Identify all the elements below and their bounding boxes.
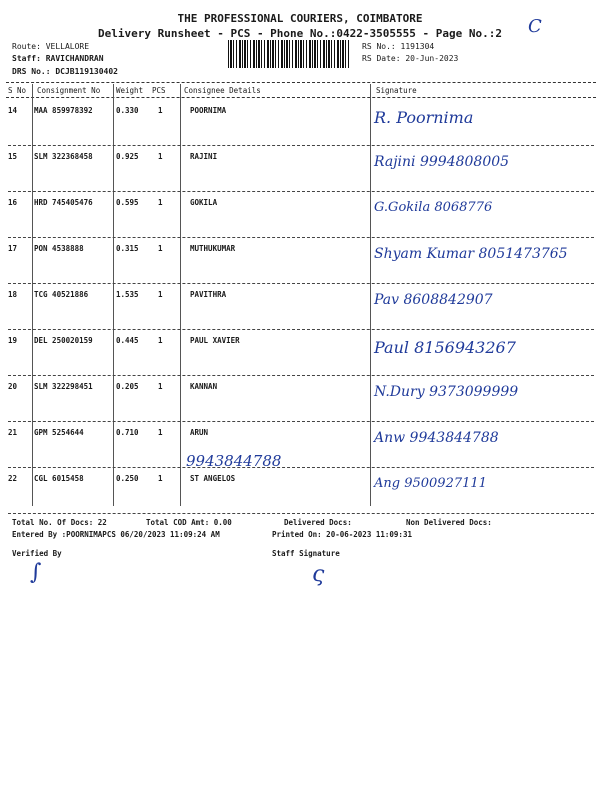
document-subtitle: Delivery Runsheet - PCS - Phone No.:0422-3505555 - Page No.:2 — [98, 27, 502, 40]
rs-date: RS Date: 20-Jun-2023 — [362, 54, 459, 63]
row-signature: G.Gokila 8068776 — [374, 200, 493, 215]
row-weight: 1.535 — [116, 290, 139, 299]
row-signature: Pav 8608842907 — [374, 292, 493, 308]
row-sno: 20 — [8, 382, 18, 391]
staff-signature-icon: ς — [312, 562, 325, 587]
row-sno: 22 — [8, 474, 18, 483]
row-consignment-no: HRD 745405476 — [34, 198, 93, 207]
row-sno: 21 — [8, 428, 18, 437]
col-head-weight: Weight — [116, 86, 144, 95]
row-pcs: 1 — [158, 290, 163, 299]
row-consignee: KANNAN — [190, 382, 218, 391]
row-pcs: 1 — [158, 244, 163, 253]
row-signature: N.Dury 9373099999 — [374, 384, 519, 400]
row-consignee: POORNIMA — [190, 106, 227, 115]
row-consignment-no: PON 4538888 — [34, 244, 84, 253]
rs-number: RS No.: 1191304 — [362, 42, 435, 51]
row-consignment-no: DEL 250020159 — [34, 336, 93, 345]
verified-by-label: Verified By — [12, 549, 62, 558]
entered-by: Entered By :POORNIMAPCS 06/20/2023 11:09:24 AM — [12, 530, 220, 539]
row-pcs: 1 — [158, 428, 163, 437]
row-pcs: 1 — [158, 474, 163, 483]
row-weight: 0.250 — [116, 474, 139, 483]
table-row — [6, 376, 596, 422]
row-pcs: 1 — [158, 106, 163, 115]
printed-on: Printed On: 20-06-2023 11:09:31 — [272, 530, 412, 539]
row-consignment-no: CGL 6015458 — [34, 474, 84, 483]
row-pcs: 1 — [158, 336, 163, 345]
row-pcs: 1 — [158, 152, 163, 161]
row-signature: Shyam Kumar 8051473765 — [374, 246, 568, 262]
row-consignee: GOKILA — [190, 198, 218, 207]
col-head-consignment: Consignment No — [37, 86, 101, 95]
row-signature: R. Poornima — [374, 108, 474, 127]
row-consignee: RAJINI — [190, 152, 218, 161]
header-bottom-rule — [6, 97, 596, 98]
drs-number: DRS No.: DCJB119130402 — [12, 67, 118, 76]
row-signature: Ang 9500927111 — [374, 476, 487, 491]
row-sno: 19 — [8, 336, 18, 345]
row-sno: 18 — [8, 290, 18, 299]
row-sno: 15 — [8, 152, 18, 161]
verified-signature-icon: ∫ — [30, 560, 42, 585]
barcode-icon — [228, 40, 350, 68]
table-row — [6, 146, 596, 192]
table-row — [6, 330, 596, 376]
table-row — [6, 192, 596, 238]
row-weight: 0.315 — [116, 244, 139, 253]
row-consignee: ST ANGELOS — [190, 474, 236, 483]
row-pcs: 1 — [158, 198, 163, 207]
row-consignee: MUTHUKUMAR — [190, 244, 236, 253]
row-consignee: ARUN — [190, 428, 209, 437]
row-consignment-no: TCG 40521886 — [34, 290, 89, 299]
handwritten-phone-note: 9943844788 — [186, 452, 282, 470]
header-top-rule — [6, 82, 596, 83]
col-head-pcs: PCS — [152, 86, 166, 95]
row-pcs: 1 — [158, 382, 163, 391]
row-weight: 0.595 — [116, 198, 139, 207]
row-sno: 16 — [8, 198, 18, 207]
row-sno: 14 — [8, 106, 18, 115]
row-weight: 0.925 — [116, 152, 139, 161]
col-head-signature: Signature — [376, 86, 417, 95]
row-weight: 0.205 — [116, 382, 139, 391]
staff-signature-label: Staff Signature — [272, 549, 340, 558]
row-consignment-no: GPM 5254644 — [34, 428, 84, 437]
table-row — [6, 422, 596, 468]
row-consignment-no: MAA 859978392 — [34, 106, 93, 115]
row-consignee: PAVITHRA — [190, 290, 227, 299]
row-signature: Paul 8156943267 — [374, 338, 516, 357]
row-consignment-no: SLM 322368458 — [34, 152, 93, 161]
row-weight: 0.330 — [116, 106, 139, 115]
row-signature: Rajini 9994808005 — [374, 154, 510, 170]
table-row — [6, 100, 596, 146]
row-signature: Anw 9943844788 — [374, 430, 499, 446]
delivered-docs: Delivered Docs: — [284, 518, 352, 527]
col-head-consignee: Consignee Details — [184, 86, 261, 95]
document-title: THE PROFESSIONAL COURIERS, COIMBATORE — [177, 12, 423, 25]
table-row — [6, 468, 596, 514]
row-weight: 0.710 — [116, 428, 139, 437]
total-cod: Total COD Amt: 0.00 — [146, 518, 232, 527]
non-delivered-docs: Non Delivered Docs: — [406, 518, 492, 527]
col-head-sno: S No — [8, 86, 27, 95]
route-label: Route: VELLALORE — [12, 42, 90, 51]
row-sno: 17 — [8, 244, 18, 253]
page-handwritten-mark: C — [528, 16, 542, 37]
table-row — [6, 284, 596, 330]
total-docs: Total No. Of Docs: 22 — [12, 518, 107, 527]
staff-label: Staff: RAVICHANDRAN — [12, 54, 104, 63]
row-weight: 0.445 — [116, 336, 139, 345]
row-divider — [8, 513, 594, 514]
row-consignment-no: SLM 322298451 — [34, 382, 93, 391]
table-row — [6, 238, 596, 284]
row-consignee: PAUL XAVIER — [190, 336, 240, 345]
